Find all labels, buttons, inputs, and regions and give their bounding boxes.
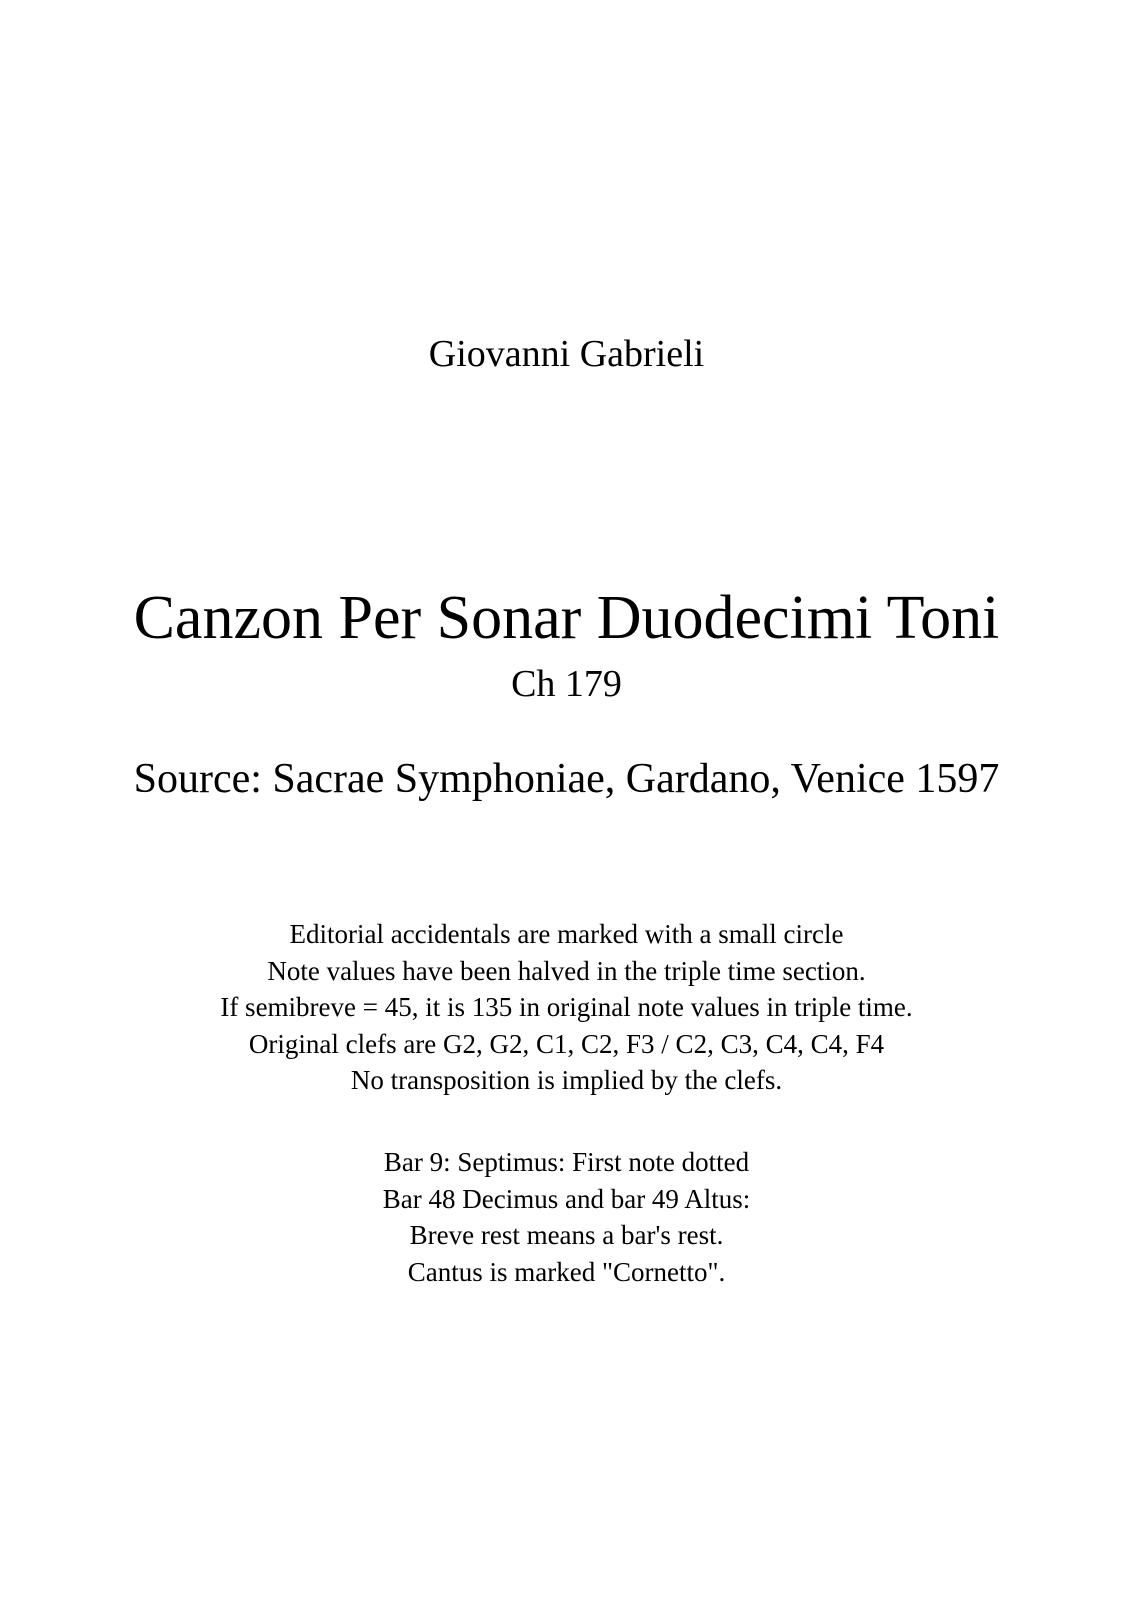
editorial-notes — [0, 916, 1133, 1099]
editorial-note: Editorial accidentals are marked with a small circle — [289, 919, 844, 949]
source-line: Source: Sacrae Symphoniae, Gardano, Venice 1597 — [133, 756, 1000, 802]
source-note: Bar 48 Decimus and bar 49 Altus: — [382, 1183, 751, 1214]
editorial-note: Original clefs are G2, G2, C1, C2, F3 / C2, C3, C4, C4, F4 — [248, 1028, 885, 1059]
catalog-number: Ch 179 — [511, 663, 622, 705]
composer-name: Giovanni Gabrieli — [428, 333, 705, 375]
source-note: Breve rest means a bar's rest. — [409, 1220, 724, 1250]
editorial-note: If semibreve = 45, it is 135 in original note values in triple time. — [220, 992, 913, 1022]
source-notes — [0, 1144, 1133, 1290]
editorial-note: Note values have been halved in the triple time section. — [267, 955, 866, 986]
piece-title: Canzon Per Sonar Duodecimi Toni — [133, 584, 1000, 652]
source-note: Cantus is marked "Cornetto". — [407, 1256, 726, 1287]
editorial-note: No transposition is implied by the clefs. — [350, 1065, 783, 1095]
source-note: Bar 9: Septimus: First note dotted — [383, 1147, 750, 1177]
